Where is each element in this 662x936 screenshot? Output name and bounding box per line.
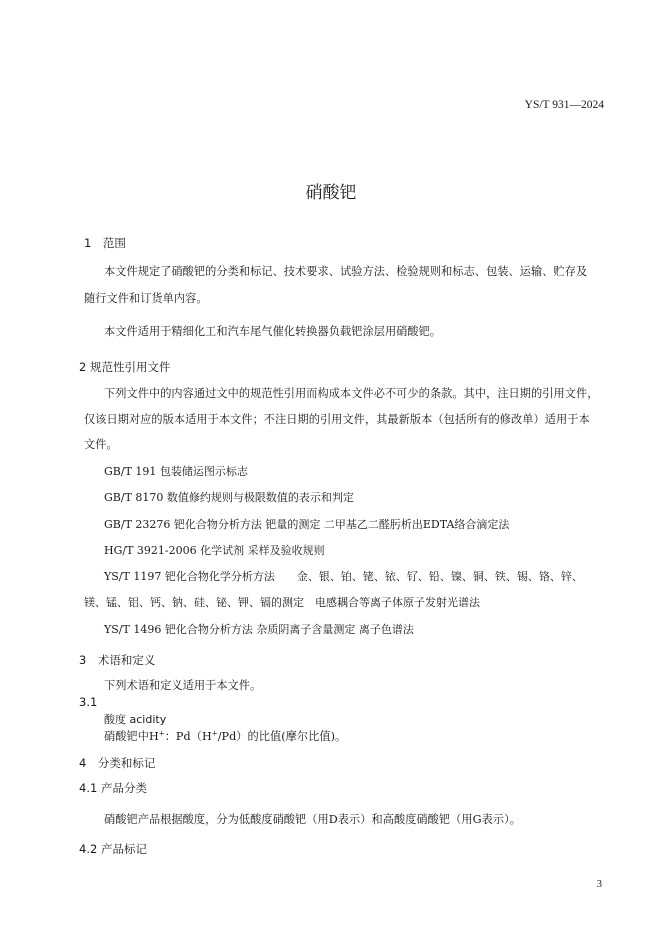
page-number: 3: [596, 879, 602, 890]
term-number: 3.1: [79, 695, 98, 709]
reference-hgt-3921: HG/T 3921-2006 化学试剂 采样及验收规则: [104, 544, 325, 557]
term-definition-prefix: 硝酸钯中H: [104, 730, 159, 743]
section-3-intro: 下列术语和定义适用于本文件。: [104, 679, 262, 692]
document-title: 硝酸钯: [305, 183, 357, 203]
term-definition: [104, 728, 346, 744]
term-name: 酸度 acidity: [104, 713, 167, 726]
section-2-paragraph-line-2: 仅该日期对应的版本适用于本文件；不注日期的引用文件，其最新版本（包括所有的修改单）适用于本: [84, 413, 590, 426]
section-4-1-text: 硝酸钯产品根据酸度，分为低酸度硝酸钯（用D表示）和高酸度硝酸钯（用G表示）。: [104, 813, 521, 826]
section-1-heading: 1 范围: [84, 236, 126, 250]
reference-gbt-8170: GB/T 8170 数值修约规则与极限数值的表示和判定: [104, 491, 354, 504]
term-definition-middle: ：Pd（H: [164, 730, 212, 743]
section-1-paragraph-2: 本文件适用于精细化工和汽车尾气催化转换器负载钯涂层用硝酸钯。: [104, 325, 442, 338]
section-4-2-heading: 4.2 产品标记: [79, 842, 147, 856]
term-definition-suffix: /Pd）的比值(摩尔比值)。: [217, 730, 347, 743]
standard-code: YS/T 931—2024: [524, 99, 604, 111]
section-2-paragraph-line-3: 文件。: [84, 438, 118, 451]
section-1-paragraph-1-line-2: 随行文件和订货单内容。: [84, 292, 208, 305]
section-2-paragraph-line-1: 下列文件中的内容通过文中的规范性引用而构成本文件必不可少的条款。其中，注日期的引用文件，: [104, 387, 599, 400]
term-definition-superscript-1: +: [158, 729, 165, 738]
reference-gbt-191: GB/T 191 包装储运图示标志: [104, 465, 248, 478]
section-4-heading: 4 分类和标记: [79, 756, 156, 770]
term-definition-superscript-2: +: [211, 729, 218, 738]
section-3-heading: 3 术语和定义: [79, 653, 156, 667]
reference-yst-1197-line-2: 镁、锰、铝、钙、钠、硅、铋、钾、镉的测定 电感耦合等离子体原子发射光谱法: [84, 596, 480, 609]
section-1-paragraph-1-line-1: 本文件规定了硝酸钯的分类和标记、技术要求、试验方法、检验规则和标志、包装、运输、贮存及: [104, 265, 588, 278]
section-4-1-heading: 4.1 产品分类: [79, 781, 147, 795]
section-2-heading: 2 规范性引用文件: [79, 360, 171, 374]
reference-yst-1496: YS/T 1496 钯化合物分析方法 杂质阴离子含量测定 离子色谱法: [104, 623, 414, 636]
reference-yst-1197-line-1: YS/T 1197 钯化合物化学分析方法 金、银、铂、铑、铱、钌、铅、镍、铜、铁、锡、铬、锌、: [104, 570, 583, 583]
reference-gbt-23276: GB/T 23276 钯化合物分析方法 钯量的测定 二甲基乙二醛肟析出EDTA络合滴定法: [104, 518, 510, 531]
